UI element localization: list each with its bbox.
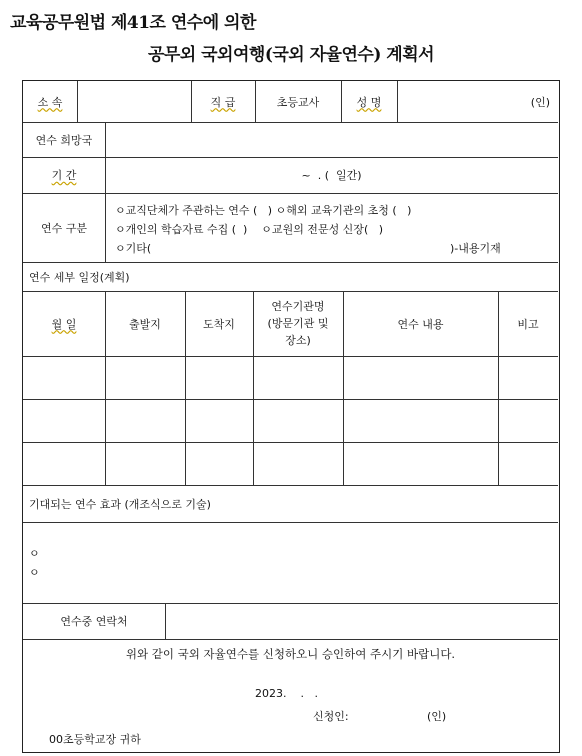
schedule-header-institution: 연수기관명 (방문기관 및 장소) xyxy=(267,300,329,347)
schedule-header-remarks: 비고 xyxy=(517,317,539,331)
form-title-line1: 교육공무원법 제41조 연수에 의한 xyxy=(10,13,256,33)
category-other-note: )-내용기재 xyxy=(450,242,501,255)
category-line2: ㅇ개인의 학습자료 수집 ( ) ㅇ교원의 전문성 신장( ) xyxy=(115,223,384,236)
country-field[interactable] xyxy=(105,122,558,157)
category-options[interactable] xyxy=(105,193,558,262)
applicant-seal: (인) xyxy=(427,710,447,723)
country-label: 연수 희망국 xyxy=(35,133,93,147)
applicant-label: 신청인: xyxy=(313,710,349,723)
position-label: 직 급 xyxy=(210,95,236,109)
schedule-header-content: 연수 내용 xyxy=(397,317,444,331)
schedule-header-arrival: 도착지 xyxy=(203,317,235,331)
name-label: 성 명 xyxy=(356,95,382,109)
category-line1: ㅇ교직단체가 주관하는 연수 ( ) ㅇ해외 교육기관의 초청 ( ) xyxy=(115,204,412,217)
schedule-section-label: 연수 세부 일정(계획) xyxy=(29,270,130,284)
category-line3 xyxy=(115,239,558,258)
position-value[interactable]: 초등교사 xyxy=(276,95,320,109)
category-other: ㅇ기타( xyxy=(115,242,152,255)
effect-label: 기대되는 연수 효과 (개조식으로 기술) xyxy=(29,497,211,511)
period-field[interactable]: ~ . ( 일간) xyxy=(301,169,362,182)
schedule-row[interactable] xyxy=(23,442,558,485)
addressee: 00초등학교장 귀하 xyxy=(49,733,141,746)
application-date[interactable]: 2023. . . xyxy=(255,686,318,700)
effect-bullet: ㅇ xyxy=(29,547,40,560)
plan-form xyxy=(22,80,560,753)
period-label: 기 간 xyxy=(51,169,77,182)
schedule-row[interactable] xyxy=(23,356,558,399)
form-title-line2: 공무외 국외여행(국외 자율연수) 계획서 xyxy=(147,45,435,65)
schedule-header-departure: 출발지 xyxy=(129,317,161,331)
contact-field[interactable] xyxy=(165,603,558,639)
category-label: 연수 구분 xyxy=(40,221,87,235)
request-statement: 위와 같이 국외 자율연수를 신청하오니 승인하여 주시기 바랍니다. xyxy=(125,647,456,661)
seal-mark: (인) xyxy=(530,95,550,109)
effect-bullet: ㅇ xyxy=(29,566,40,579)
affiliation-field[interactable] xyxy=(77,81,191,122)
schedule-row[interactable] xyxy=(23,399,558,442)
name-field[interactable] xyxy=(397,81,558,122)
effect-field[interactable] xyxy=(23,522,558,603)
schedule-header-date: 월 일 xyxy=(51,317,77,331)
contact-label: 연수중 연락처 xyxy=(60,615,128,628)
affiliation-label: 소 속 xyxy=(37,95,63,109)
